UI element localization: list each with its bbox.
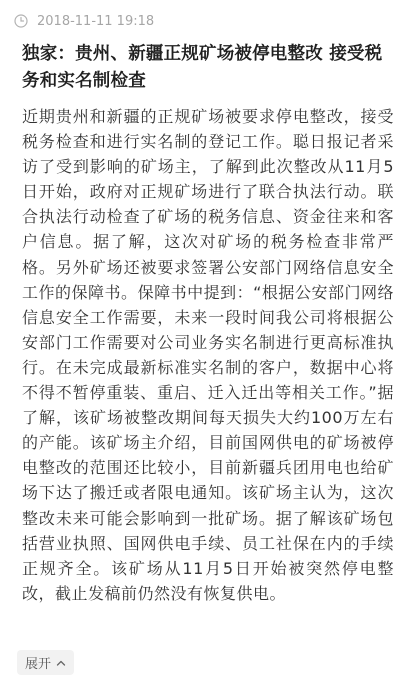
post-meta bbox=[14, 9, 154, 33]
expand-button[interactable] bbox=[17, 650, 74, 675]
post-body: 近期贵州和新疆的正规矿场被要求停电整改，接受税务检查和进行实名制的登记工作。聪日报记者采访了受到影响的矿场主，了解到此次整改从11月5日开始，政府对正规矿场进行了联合执法行动。联合执法行动检查了矿场的税务信息、资金往来和客户信息。据了解，这次对矿场的税务检查非常严格。另外矿场还被要求签署公安部门网络信息安全工作的保障书。保障书中提到：“根据公安部门网络信息安全工作需要，未来一段时间我公司将根据公安部门工作需要对公司业务实名制进行更高标准执行。在未完成最新标准实名制的客户，数据中心将不得不暂停重装、重启、迁入迁出等相关工作。”据了解，该矿场被整改期间每天损失大约100万左右的产能。该矿场主介绍，目前国网供电的矿场被停电整改的范围还比较小，目前新疆兵团用电也给矿场下达了搬迁或者限电通知。该矿场主认为，这次整改未来可能会影响到一批矿场。据了解该矿场包括营业执照、国网供电手续、员工社保在内的手续正规齐全。该矿场从11月5日开始被突然停电整改，截止发稿前仍然没有恢复供电。 bbox=[22, 107, 394, 603]
expand-label: 展开 bbox=[25, 657, 52, 672]
post-timestamp: 2018-11-11 19:18 bbox=[37, 13, 155, 29]
clock-icon bbox=[14, 14, 28, 28]
chevron-up-icon bbox=[56, 658, 66, 668]
post-title: 独家：贵州、新疆正规矿场被停电整改 接受税务和实名制检查 bbox=[22, 44, 383, 91]
